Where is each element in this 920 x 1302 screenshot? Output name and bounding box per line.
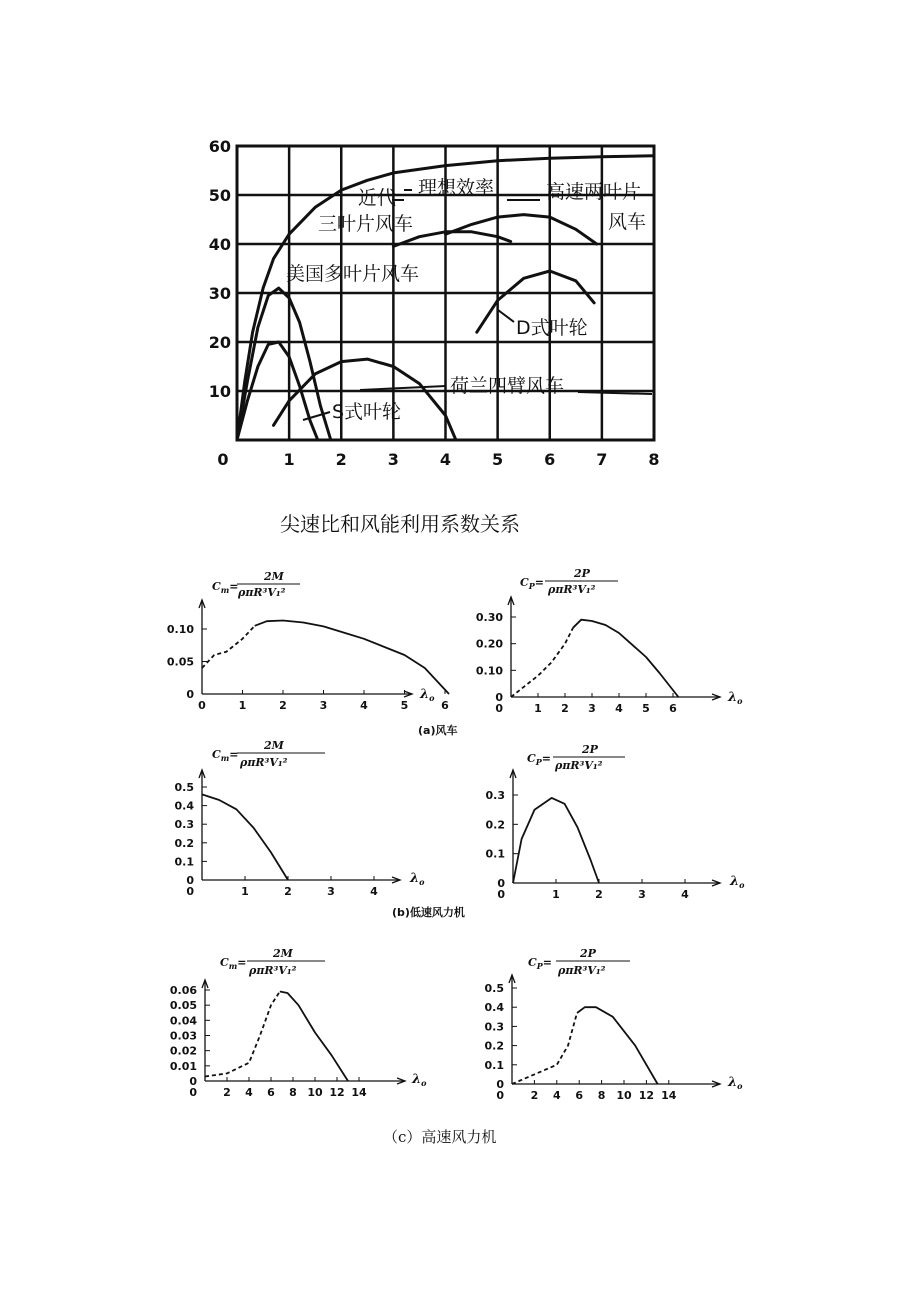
origin-label: 0 (496, 1089, 504, 1102)
xtick-label: 10 (307, 1086, 323, 1099)
xtick-label: 3 (638, 888, 646, 901)
xtick-label: 2 (561, 702, 569, 715)
main-xtick-label: 2 (335, 450, 347, 469)
series-line-solid (577, 1007, 658, 1084)
caption-c: （c）高速风力机 (383, 1128, 497, 1146)
xtick-label: 4 (615, 702, 623, 715)
svg-text:CP=: $C_P=$ (520, 576, 544, 591)
xtick-label: 4 (245, 1086, 253, 1099)
small-chart-c_cm (170, 980, 405, 1099)
xtick-label: 6 (575, 1089, 584, 1102)
ytick-label: 0.3 (174, 818, 194, 832)
series-line-dashed (512, 1013, 577, 1084)
svg-text:Cm= (212, 580, 238, 595)
annotation-dutch: 荷兰四臂风车 (450, 375, 565, 397)
annotation-highspeed-line2: 风车 (608, 211, 647, 233)
ytick-label: 0.06 (169, 984, 197, 997)
ytick-label: 0.4 (174, 799, 194, 813)
main-ytick-label: 60 (208, 137, 231, 156)
svg-text:ρπR³V₁²: ρπR³V₁² (555, 759, 603, 772)
xtick-label: 1 (552, 888, 560, 901)
xtick-label: 10 (616, 1089, 632, 1102)
ytick-label: 0.02 (169, 1044, 197, 1058)
main-ytick-label: 30 (208, 284, 231, 303)
xtick-label: 1 (534, 702, 542, 715)
xtick-label: 6 (441, 699, 449, 712)
ytick-label: 0.2 (484, 1039, 504, 1053)
small-chart-c_cp (485, 975, 721, 1102)
main-xtick-label: 7 (596, 450, 608, 469)
cm-denominator: ρπR³V₁² (238, 586, 286, 599)
xtick-label: 2 (530, 1089, 539, 1102)
lambda-labels (409, 687, 745, 1091)
svg-text:2M: 2M (273, 947, 293, 960)
small-chart-a_cm (167, 600, 449, 712)
xtick-label: 5 (400, 699, 409, 712)
small-chart-b_cp (486, 770, 721, 901)
series-line-solid (573, 620, 678, 697)
ytick-label: 0.10 (475, 664, 503, 678)
ytick-label: 0.04 (169, 1014, 197, 1028)
xtick-label: 2 (595, 888, 603, 901)
series-line-solid (255, 621, 449, 695)
ytick-label: 0.5 (174, 781, 194, 794)
xtick-label: 3 (327, 885, 335, 898)
main-ytick-label: 20 (208, 333, 231, 352)
series-line-dashed (205, 992, 280, 1077)
annotation-dtype: D式叶轮 (516, 317, 588, 339)
xtick-label: 12 (638, 1089, 655, 1102)
xtick-label: 8 (289, 1086, 297, 1099)
ytick-label: 0 (186, 874, 194, 887)
xtick-label: 4 (681, 888, 689, 901)
ytick-label: 0.1 (484, 1058, 504, 1072)
formula-a-cm (212, 570, 300, 599)
xtick-label: 1 (238, 699, 247, 712)
origin-label: 0 (495, 702, 503, 715)
main-xtick-label: 0 (217, 450, 229, 469)
origin-label: 0 (186, 885, 194, 898)
origin-label: 0 (189, 1086, 197, 1099)
svg-text:ρπR³V₁²: ρπR³V₁² (249, 964, 297, 977)
svg-text:2P: 2P (582, 743, 598, 756)
main-xtick-label: 8 (648, 450, 660, 469)
formula-b-cp (527, 743, 625, 772)
xtick-label: 6 (267, 1086, 275, 1099)
xtick-label: 6 (669, 702, 677, 715)
formula-c-cm (220, 947, 325, 977)
xtick-label: 4 (552, 1089, 561, 1102)
svg-text:λo: $\lambda_o$ (420, 687, 435, 703)
label-b: (b)低速风力机 (392, 906, 465, 919)
label-a: (a)风车 (418, 724, 458, 737)
svg-text:ρπR³V₁²: ρπR³V₁² (558, 964, 606, 977)
main-series-line (274, 359, 456, 440)
series-line-solid (280, 992, 348, 1082)
main-series-line (237, 288, 331, 440)
ytick-label: 0 (497, 877, 505, 890)
ytick-label: 0.4 (484, 1001, 504, 1015)
xtick-label: 14 (661, 1089, 677, 1102)
svg-text:λo: $\lambda_o$ (410, 871, 425, 887)
ytick-label: 0.1 (485, 847, 505, 861)
ytick-label: 0.05 (166, 655, 194, 669)
series-line-dashed (511, 628, 573, 697)
cp-numerator: 2P (574, 567, 590, 580)
ytick-label: 0.5 (484, 982, 504, 995)
annotation-ideal: 理想效率 (418, 177, 495, 199)
small-chart-a_cp (476, 597, 720, 715)
main-ytick-label: 10 (208, 382, 231, 401)
small-charts (167, 597, 720, 1102)
main-xtick-label: 5 (492, 450, 504, 469)
ytick-label: 0 (189, 1075, 197, 1088)
ytick-label: 0.20 (475, 637, 503, 651)
annotation-stype: S式叶轮 (332, 401, 402, 423)
svg-text:λo: $\lambda_o$ (730, 874, 745, 890)
annotation-modern-line2: 三叶片风车 (318, 213, 414, 235)
ytick-label: 0.05 (169, 999, 197, 1013)
ytick-label: 0 (495, 691, 503, 704)
main-xtick-label: 6 (544, 450, 556, 469)
formula-b-cm (212, 739, 325, 769)
ytick-label: 0.03 (169, 1029, 197, 1043)
xtick-label: 4 (360, 699, 368, 712)
leader-dutch-right (578, 392, 652, 394)
xtick-label: 2 (279, 699, 287, 712)
cm-numerator: 2M (264, 570, 284, 583)
ytick-label: 0.30 (475, 611, 503, 624)
ytick-label: 0 (186, 688, 194, 701)
main-ytick-label: 50 (208, 186, 231, 205)
formula-a-cp (520, 567, 618, 596)
origin-label: 0 (497, 888, 505, 901)
main-xtick-label: 1 (283, 450, 295, 469)
ytick-label: 0 (496, 1078, 504, 1091)
svg-text:2M: 2M (264, 739, 284, 752)
leader-dtype (498, 310, 514, 322)
series-line-solid (202, 794, 288, 880)
xtick-label: 14 (351, 1086, 367, 1099)
main-xtick-label: 4 (439, 450, 452, 469)
formula-eq: = (229, 580, 239, 593)
ytick-label: 0.01 (169, 1059, 197, 1073)
svg-text:ρπR³V₁²: ρπR³V₁² (548, 583, 596, 596)
cm-symbol: C (212, 580, 221, 593)
ytick-label: 0.2 (174, 836, 194, 850)
svg-text:λo: $\lambda_o$ (412, 1072, 427, 1088)
svg-text:CP=: $C_P=$ (527, 752, 551, 767)
main-xtick-label: 3 (387, 450, 399, 469)
series-line-dashed (202, 626, 255, 668)
annotation-highspeed-line1: 高速两叶片 (546, 181, 642, 203)
ytick-label: 0.1 (174, 855, 194, 869)
annotation-american: 美国多叶片风车 (286, 263, 420, 285)
svg-text:Cm=: $C_m=$ (220, 956, 247, 971)
small-chart-b_cm (175, 770, 401, 898)
ytick-label: 0.10 (166, 623, 194, 636)
xtick-label: 0 (198, 699, 206, 712)
leader-dutch (360, 386, 446, 390)
svg-text:λo: $\lambda_o$ (728, 1075, 743, 1091)
xtick-label: 4 (370, 885, 378, 898)
cm-sub: m (220, 585, 230, 595)
xtick-label: 3 (319, 699, 328, 712)
svg-text:λo: $\lambda_o$ (728, 690, 743, 706)
main-ytick-label: 40 (208, 235, 231, 254)
ytick-label: 0.3 (484, 1020, 504, 1034)
xtick-label: 2 (284, 885, 292, 898)
svg-text:2P: 2P (580, 947, 596, 960)
xtick-label: 8 (597, 1089, 606, 1102)
series-line-solid (513, 798, 599, 883)
svg-text:ρπR³V₁²: ρπR³V₁² (240, 756, 288, 769)
main-series-line (446, 215, 597, 244)
xtick-label: 1 (241, 885, 249, 898)
main-chart-caption: 尖速比和风能利用系数关系 (280, 512, 520, 536)
xtick-label: 2 (223, 1086, 231, 1099)
xtick-label: 3 (588, 702, 596, 715)
svg-text:CP=: $C_P=$ (528, 956, 552, 971)
svg-text:Cm=: $C_m=$ (212, 748, 239, 763)
formula-c-cp (528, 947, 630, 977)
ytick-label: 0.3 (485, 789, 505, 802)
ytick-label: 0.2 (485, 818, 505, 832)
annotation-modern-line1: 近代 (358, 187, 397, 209)
xtick-label: 12 (329, 1086, 345, 1099)
xtick-label: 5 (642, 702, 650, 715)
